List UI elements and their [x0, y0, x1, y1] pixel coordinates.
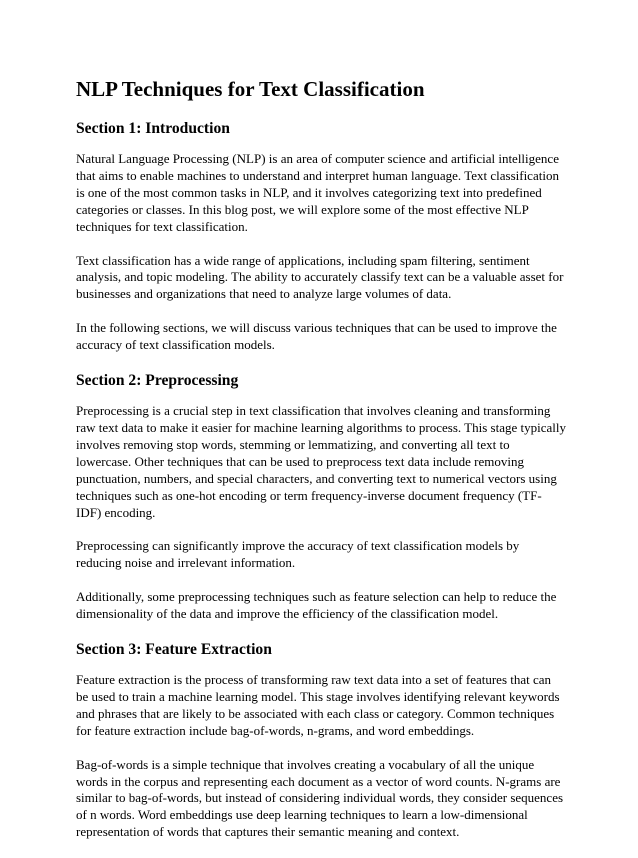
paragraph: Natural Language Processing (NLP) is an area of computer science and artificial intelligence that aims to enable machines to understand and interpret human language. Text classification is one of the most common tasks in NLP, and it involves categorizing text into predefined categories or classes. In this blog post, we will explore some of the most effective NLP techniques for text classification.: [76, 151, 559, 234]
document-title: NLP Techniques for Text Classification: [76, 77, 425, 101]
paragraph: Preprocessing is a crucial step in text classification that involves cleaning and transforming raw text data to make it easier for machine learning algorithms to process. This stage typically involves removing stop words, stemming or lemmatizing, and converting all text to lowercase. Other techniques that can be used to preprocess text data include removing punctuation, numbers, and special characters, and converting text to numerical vectors using techniques such as one-hot encoding or term frequency-inverse document frequency (TF-IDF) encoding.: [76, 403, 566, 520]
document-page: [76, 62, 566, 858]
section-feature-extraction: [76, 640, 566, 841]
section-preprocessing: [76, 371, 566, 623]
section-heading: Section 1: Introduction: [76, 120, 230, 137]
paragraph: Feature extraction is the process of transforming raw text data into a set of features that can be used to train a machine learning model. This stage involves identifying relevant keywords and phrases that are likely to be associated with each class or category. Common techniques for feature extraction include bag-of-words, n-grams, and word embeddings.: [76, 672, 560, 738]
paragraph: Additionally, some preprocessing techniques such as feature selection can help to reduce the dimensionality of the data and improve the efficiency of the classification model.: [76, 589, 557, 622]
section-heading: Section 2: Preprocessing: [76, 372, 239, 390]
paragraph: In the following sections, we will discuss various techniques that can be used to improve the accuracy of text classification models.: [76, 320, 557, 353]
section-heading: Section 3: Feature Extraction: [76, 641, 272, 659]
paragraph: Preprocessing can significantly improve the accuracy of text classification models by reducing noise and irrelevant information.: [76, 538, 520, 571]
section-introduction: [76, 119, 566, 354]
paragraph: Text classification has a wide range of applications, including spam filtering, sentiment analysis, and topic modeling. The ability to accurately classify text can be a valuable asset for businesses and organizations that need to analyze large volumes of data.: [76, 252, 564, 302]
paragraph: Bag-of-words is a simple technique that involves creating a vocabulary of all the unique words in the corpus and representing each document as a vector of word counts. N-grams are similar to bag-of-words, but instead of considering individual words, they consider sequences of n words. Word embeddings use deep learning techniques to learn a low-dimensional representation of words that captures their semantic meaning and context.: [76, 756, 564, 840]
